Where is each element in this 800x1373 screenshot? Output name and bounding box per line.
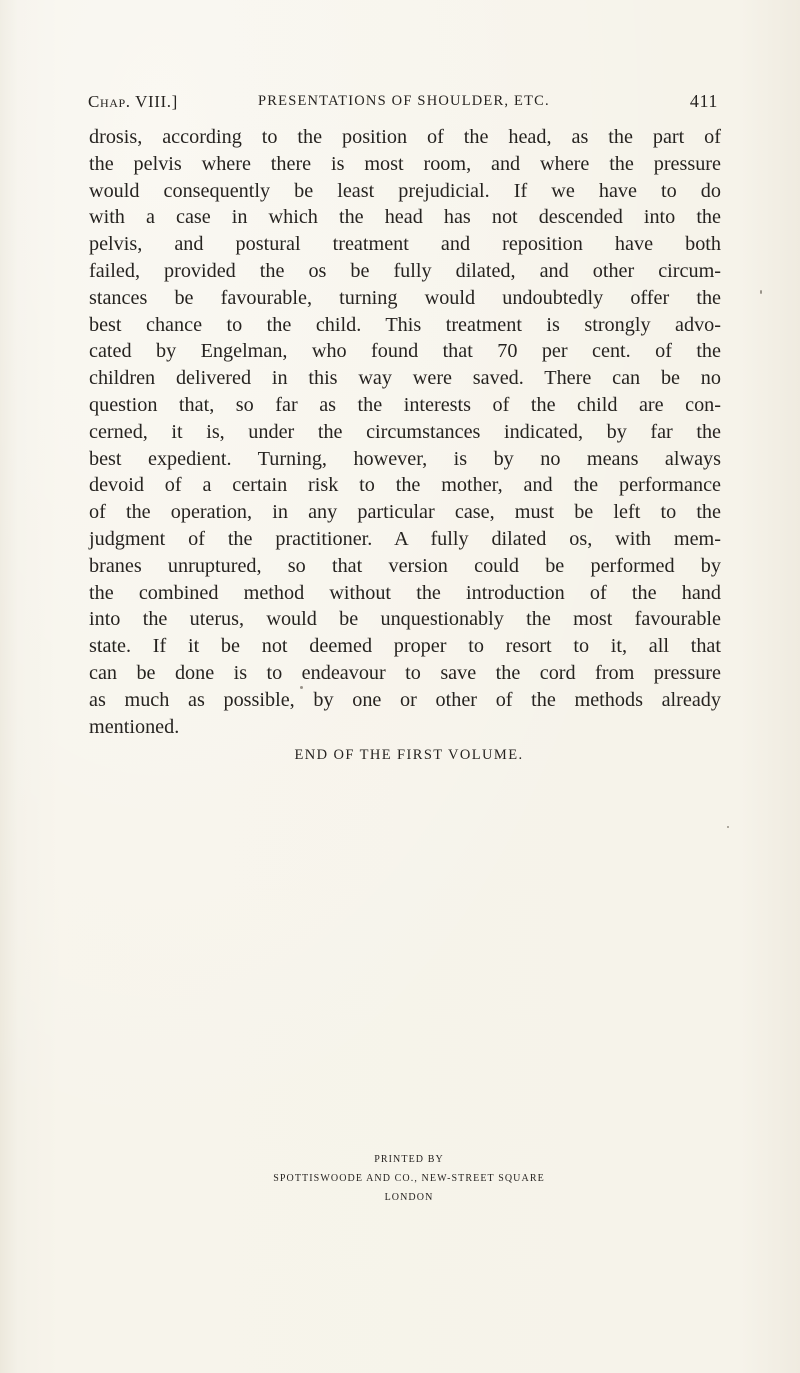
ink-speck <box>300 686 303 689</box>
text-line: best expedient. Turning, however, is by no means always <box>89 447 721 470</box>
text-line: the pelvis where there is most room, and where the pressure <box>89 152 721 175</box>
text-line: can be done is to endeavour to save the cord from pressure <box>89 661 721 684</box>
chapter-label: Chap. VIII.] <box>88 92 178 111</box>
text-line: of the operation, in any particular case, must be left to the <box>89 501 721 524</box>
text-line: with a case in which the head has not descended into the <box>89 206 721 229</box>
text-line: children delivered in this way were saved. There can be no <box>89 367 721 390</box>
end-of-volume-note: END OF THE FIRST VOLUME. <box>294 747 524 763</box>
text-line: into the uterus, would be unquestionably the most favourable <box>89 608 721 631</box>
text-line: question that, so far as the interests of the child are con- <box>89 393 721 416</box>
text-line: drosis, according to the position of the head, as the part of <box>89 126 721 148</box>
ink-speck <box>760 290 762 294</box>
text-line: devoid of a certain risk to the mother, and the performance <box>89 474 721 497</box>
text-line: branes unruptured, so that version could be performed by <box>89 554 721 577</box>
text-line: the combined method without the introduction of the hand <box>89 581 721 604</box>
text-line: judgment of the practitioner. A fully dilated os, with mem- <box>89 527 721 550</box>
text-line: state. If it be not deemed proper to resort to it, all that <box>89 635 721 658</box>
text-line: failed, provided the os be fully dilated, and other circum- <box>89 259 721 282</box>
imprint-line: SPOTTISWOODE AND CO., NEW-STREET SQUARE <box>273 1173 545 1184</box>
text-line: would consequently be least prejudicial. If we have to do <box>89 179 721 202</box>
running-head <box>88 92 718 118</box>
text-line: mentioned. <box>89 715 180 738</box>
text-line: as much as possible, by one or other of the methods already <box>89 688 721 711</box>
text-line: stances be favourable, turning would undoubtedly offer the <box>89 286 721 309</box>
text-line: cerned, it is, under the circumstances indicated, by far the <box>89 420 721 443</box>
page-number: 411 <box>689 91 718 111</box>
text-line: best chance to the child. This treatment is strongly advo- <box>89 313 721 336</box>
body-paragraph <box>89 124 721 740</box>
ink-speck <box>727 826 729 828</box>
imprint-line: PRINTED BY <box>374 1154 444 1165</box>
text-line: pelvis, and postural treatment and reposition have both <box>89 233 721 256</box>
running-title: PRESENTATIONS OF SHOULDER, ETC. <box>258 93 550 109</box>
text-line: cated by Engelman, who found that 70 per cent. of the <box>89 340 721 363</box>
imprint-line: LONDON <box>384 1192 434 1203</box>
printer-imprint <box>0 1150 800 1207</box>
